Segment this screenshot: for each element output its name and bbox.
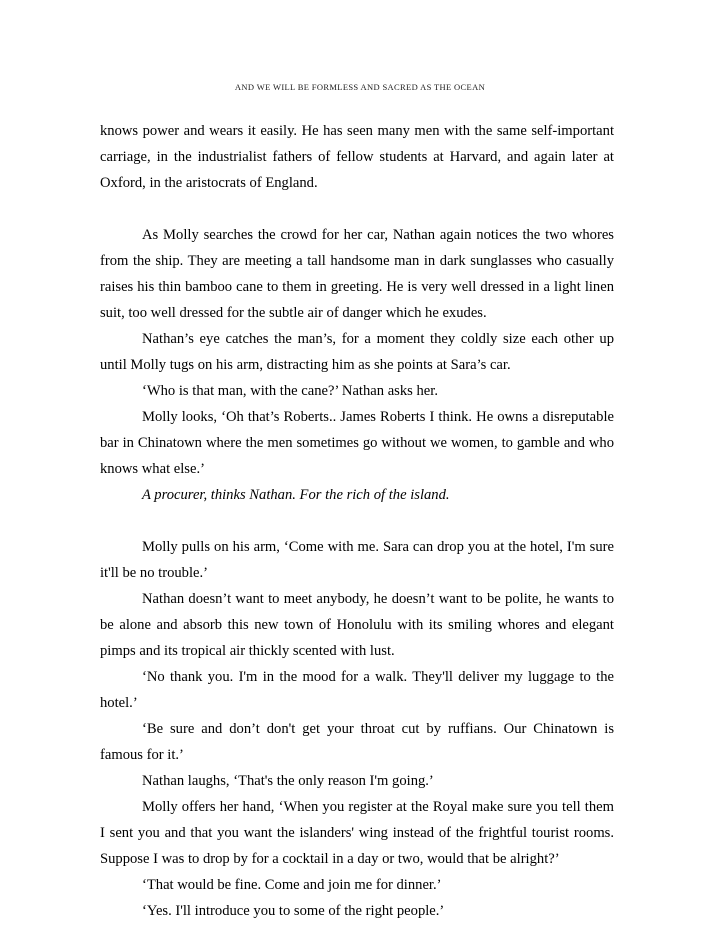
interior-monologue-paragraph: A procurer, thinks Nathan. For the rich of the island. bbox=[142, 487, 450, 503]
dialogue-paragraph: Nathan laughs, ‘That's the only reason I'm going.’ bbox=[142, 773, 434, 789]
dialogue-paragraph: Molly offers her hand, ‘When you register at the Royal make sure you tell them I sent you and that you want the islanders' wing instead of the frightful tourist rooms. Suppose I was to drop by for a cocktail in a day or two, would that be alright?’ bbox=[100, 799, 614, 867]
dialogue-paragraph: ‘That would be fine. Come and join me for dinner.’ bbox=[142, 877, 442, 893]
body-text-block bbox=[100, 118, 614, 924]
body-paragraph: Nathan doesn’t want to meet anybody, he doesn’t want to be polite, he wants to be alone and absorb this new town of Honolulu with its smiling whores and elegant pimps and its tropical air thickly scented with lust. bbox=[100, 591, 614, 659]
body-paragraph: knows power and wears it easily. He has seen many men with the same self-important carriage, in the industrialist fathers of fellow students at Harvard, and again later at Oxford, in the aristocrats of England. bbox=[100, 123, 614, 191]
dialogue-paragraph: ‘No thank you. I'm in the mood for a walk. They'll deliver my luggage to the hotel.’ bbox=[100, 669, 614, 711]
dialogue-paragraph: ‘Who is that man, with the cane?’ Nathan asks her. bbox=[142, 383, 438, 399]
dialogue-paragraph: ‘Be sure and don’t don't get your throat cut by ruffians. Our Chinatown is famous for it.’ bbox=[100, 721, 614, 763]
dialogue-paragraph: Molly pulls on his arm, ‘Come with me. Sara can drop you at the hotel, I'm sure it'll be no trouble.’ bbox=[100, 539, 614, 581]
body-paragraph: As Molly searches the crowd for her car, Nathan again notices the two whores from the ship. They are meeting a tall handsome man in dark sunglasses who casually raises his thin bamboo cane to them in greeting. He is very well dressed in a light linen suit, too well dressed for the subtle air of danger which he exudes. bbox=[100, 227, 614, 321]
dialogue-paragraph: ‘Yes. I'll introduce you to some of the right people.’ bbox=[142, 903, 445, 919]
running-head: AND WE WILL BE FORMLESS AND SACRED AS THE OCEAN bbox=[234, 82, 486, 92]
dialogue-paragraph: Molly looks, ‘Oh that’s Roberts.. James Roberts I think. He owns a disreputable bar in Chinatown where the men sometimes go without we women, to gamble and who knows what else.’ bbox=[100, 409, 614, 477]
body-paragraph: Nathan’s eye catches the man’s, for a moment they coldly size each other up until Molly tugs on his arm, distracting him as she points at Sara’s car. bbox=[100, 331, 614, 373]
